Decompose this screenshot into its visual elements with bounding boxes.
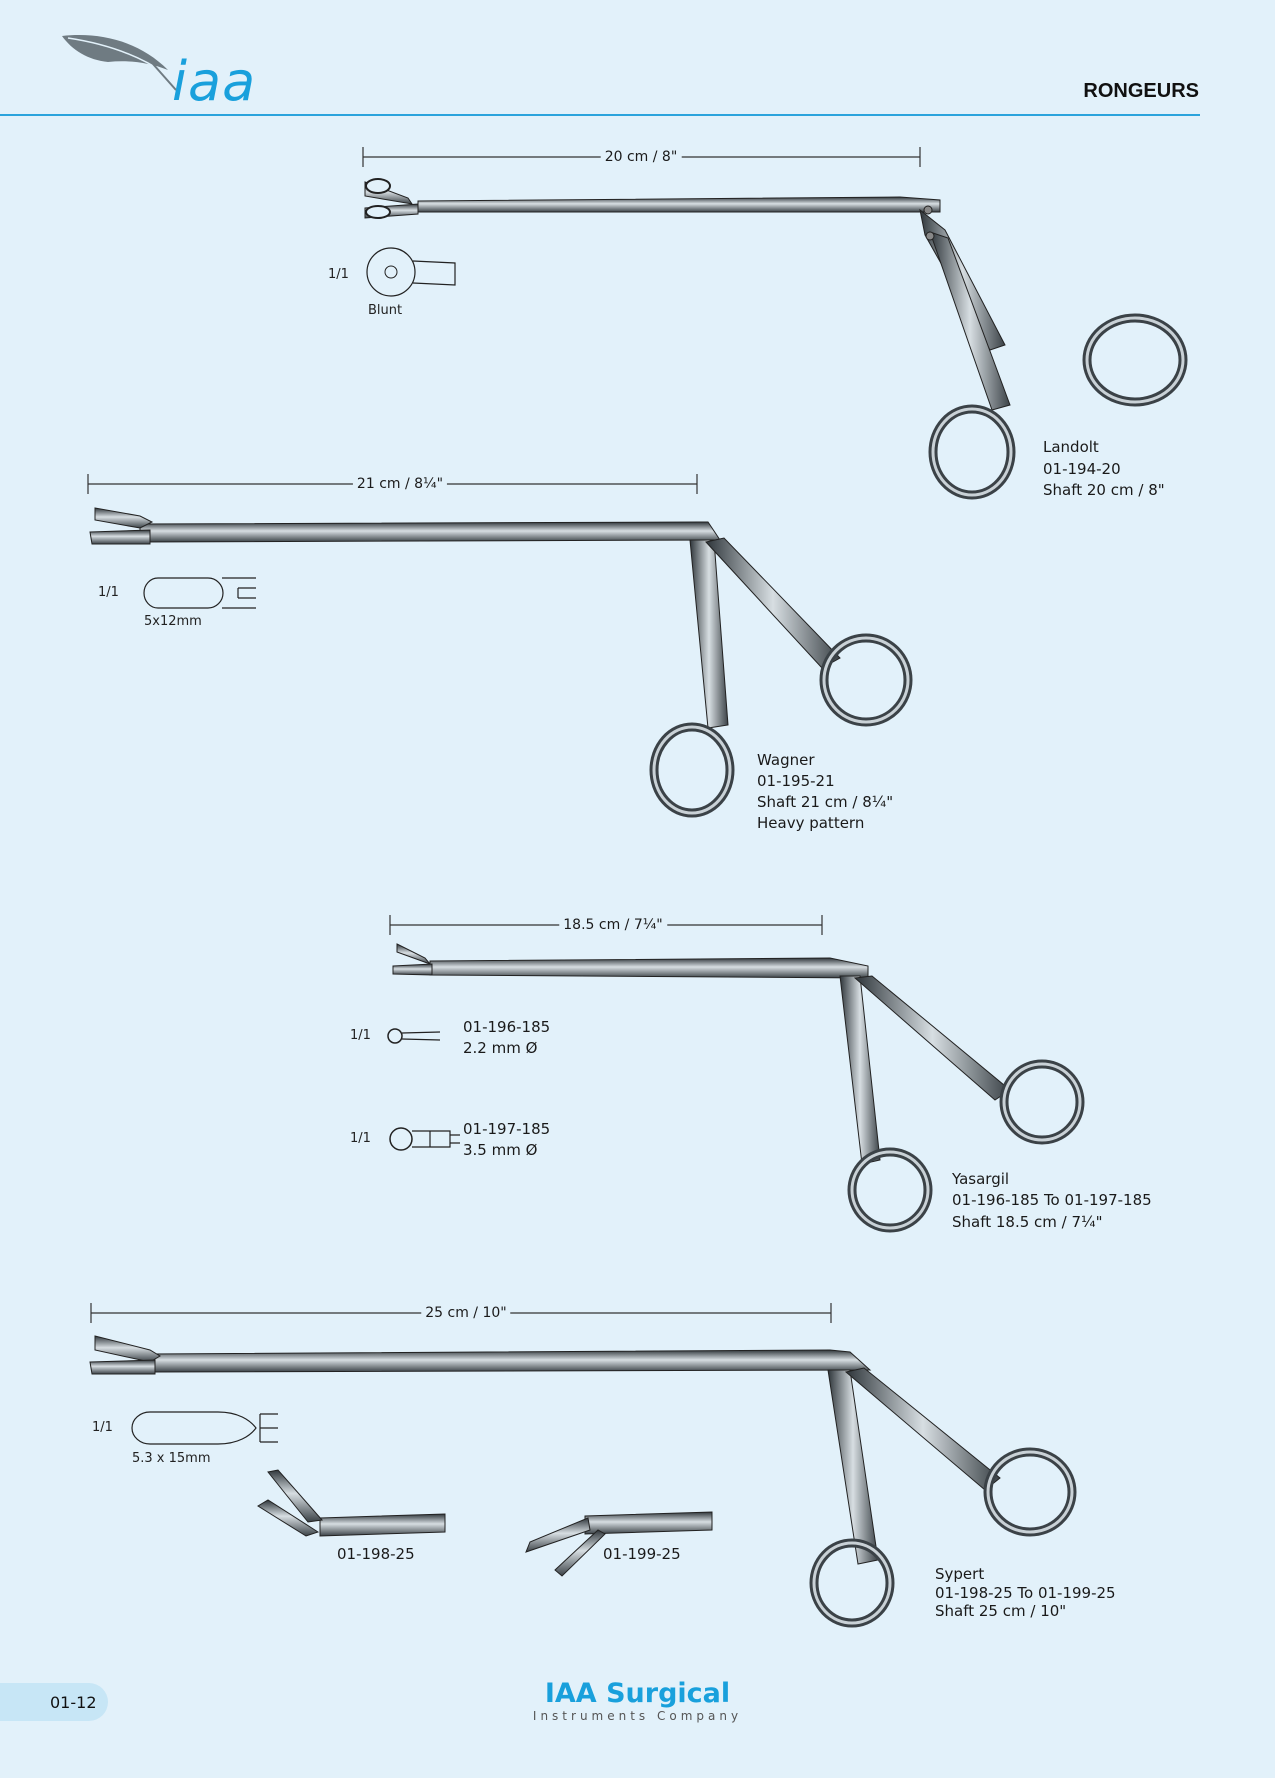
landolt-tip-label: Blunt (368, 303, 403, 318)
sypert-shaft: Shaft 25 cm / 10" (935, 1602, 1067, 1620)
yasargil-name: Yasargil (952, 1170, 1010, 1188)
sypert-tip-scale: 1/1 (92, 1420, 113, 1435)
sypert-instrument (90, 1303, 1072, 1623)
wagner-name: Wagner (757, 751, 815, 769)
section-title: RONGEURS (1083, 80, 1199, 102)
landolt-tip-icon (367, 248, 415, 296)
yasargil-tip2-scale: 1/1 (350, 1131, 371, 1146)
yasargil-code: 01-196-185 To 01-197-185 (952, 1191, 1152, 1209)
sypert-code: 01-198-25 To 01-199-25 (935, 1584, 1116, 1602)
yasargil-tip1-code: 01-196-185 (463, 1018, 551, 1036)
wagner-shaft: Shaft 21 cm / 8¼" (757, 793, 894, 811)
landolt-tip-scale: 1/1 (328, 267, 349, 282)
sypert-variant-198: 01-198-25 (337, 1545, 415, 1563)
page-number: 01-12 (50, 1693, 97, 1712)
wagner-tip-icon (144, 578, 223, 608)
sypert-variant-199: 01-199-25 (603, 1545, 681, 1563)
yasargil-tip1-icon (388, 1029, 402, 1043)
yasargil-shaft: Shaft 18.5 cm / 7¼" (952, 1213, 1103, 1231)
variant-198-drawing (258, 1470, 445, 1536)
logo-text: iaa (172, 50, 257, 113)
wagner-note: Heavy pattern (757, 814, 865, 832)
landolt-name: Landolt (1043, 438, 1099, 456)
yasargil-tip1-size: 2.2 mm Ø (463, 1039, 538, 1057)
yasargil-tip1-scale: 1/1 (350, 1028, 371, 1043)
landolt-dimension: 20 cm / 8" (601, 149, 682, 165)
landolt-code: 01-194-20 (1043, 460, 1121, 478)
sypert-tip-icon (132, 1412, 256, 1444)
footer-brand: IAA Surgical (544, 1678, 731, 1709)
wagner-code: 01-195-21 (757, 772, 835, 790)
sypert-name: Sypert (935, 1565, 985, 1583)
sypert-tip-label: 5.3 x 15mm (132, 1451, 211, 1466)
yasargil-tip2-size: 3.5 mm Ø (463, 1141, 538, 1159)
wagner-tip-label: 5x12mm (144, 614, 202, 629)
footer-brand-sub: Instruments Company (532, 1709, 743, 1723)
landolt-shaft: Shaft 20 cm / 8" (1043, 481, 1165, 499)
sypert-dimension: 25 cm / 10" (421, 1305, 510, 1321)
yasargil-dimension: 18.5 cm / 7¼" (559, 917, 667, 933)
yasargil-tip2-icon (390, 1128, 412, 1150)
wagner-dimension: 21 cm / 8¼" (353, 476, 447, 492)
yasargil-tip2-code: 01-197-185 (463, 1120, 551, 1138)
wagner-tip-scale: 1/1 (98, 585, 119, 600)
